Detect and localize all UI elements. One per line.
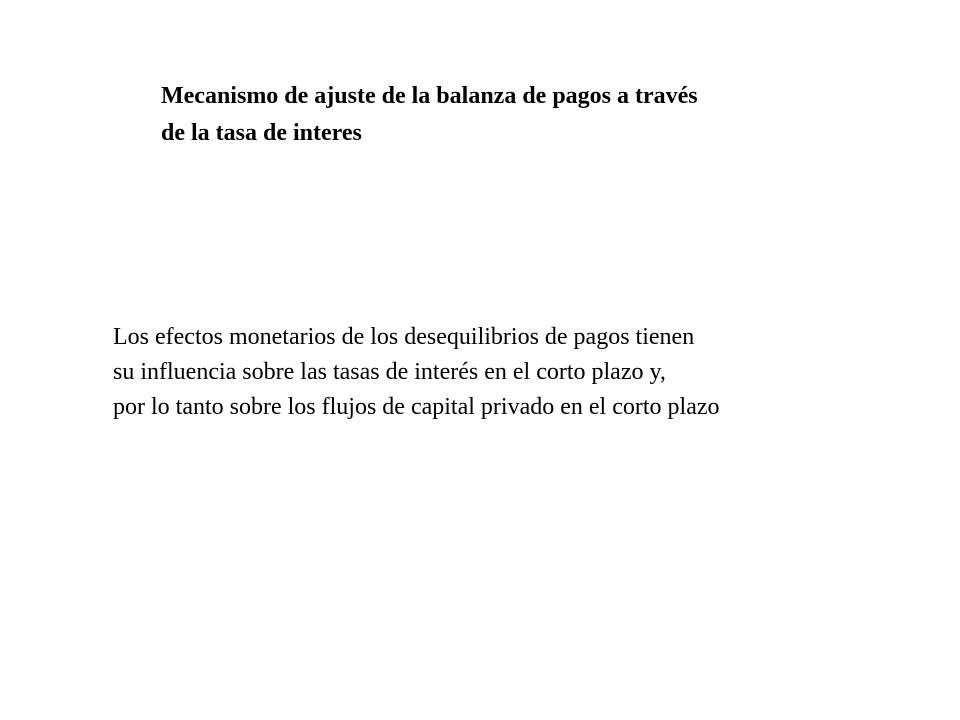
slide-title: [161, 78, 921, 152]
slide-title-line-2: de la tasa de interes: [161, 120, 362, 147]
slide-body-line-2: su influencia sobre las tasas de interés en el corto plazo y,: [113, 358, 666, 385]
slide-body-line-1: Los efectos monetarios de los desequilibrios de pagos tienen: [113, 324, 695, 350]
slide-body-text: [113, 320, 943, 424]
slide-body-line-3: por lo tanto sobre los flujos de capital privado en el corto plazo: [113, 393, 720, 420]
slide-title-line-1: Mecanismo de ajuste de la balanza de pagos a través: [161, 83, 698, 109]
